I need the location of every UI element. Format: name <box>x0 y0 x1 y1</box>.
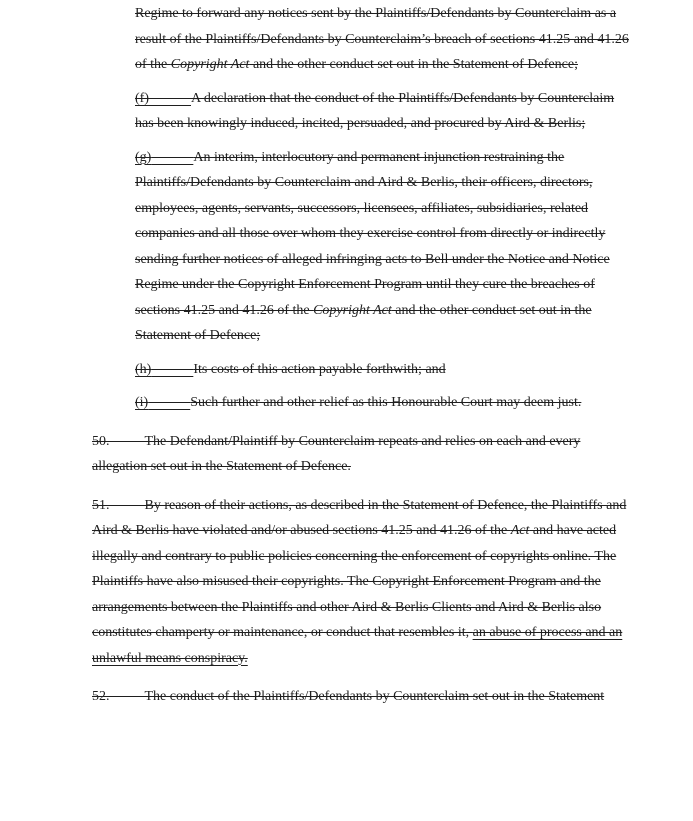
text-segment: A declaration that the conduct of the Plaintiffs/Defendants by Counterclaim has been knowingly induced, incited, persuaded, and procured by Aird & Berlis; <box>135 90 615 131</box>
text-segment: Regime to forward any notices sent by the Plaintiffs/Defendants by Counterclaim as a result of the Plaintiffs/Defendants by Counterclaim’s breach of sections 41.25 and 41.26 of the <box>135 6 629 72</box>
text-segment: The conduct of the Plaintiffs/Defendants by Counterclaim set out in the Statement <box>144 689 605 704</box>
paragraph <box>92 86 632 137</box>
text-segment: An interim, interlocutory and permanent injunction restraining the Plaintiffs/Defendants by Counterclaim and Aird & Berlis, their officers, directors, employees, agents, servants, successors, licensees, affiliates, subsidiaries, related companies and all those over whom they exercise control from directly or indirectly sending further notices of alleged infringing acts to Bell under the Notice and Notice Regime under the Copyright Enforcement Program until they cure the breaches of sections 41.25 and 41.26 of the <box>135 149 610 318</box>
paragraph <box>92 1 632 78</box>
tab-spacer <box>110 434 145 449</box>
text-segment: Copyright Act <box>313 302 392 318</box>
text-segment: By reason of their actions, as described in the Statement of Defence, the Plaintiffs and Aird & Berlis have violated and/or abused sections 41.25 and 41.26 of the <box>92 497 627 538</box>
tab-spacer <box>110 498 145 513</box>
paragraph-label: 50. <box>92 433 110 449</box>
text-segment: The Defendant/Plaintiff by Counterclaim repeats and relies on each and every allegation set out in the Statement of Defence. <box>92 433 581 474</box>
paragraph <box>92 145 632 349</box>
tab-spacer <box>149 91 191 106</box>
tab-spacer <box>148 395 190 410</box>
paragraph-label: (i) <box>135 395 149 410</box>
text-segment: Such further and other relief as this Honourable Court may deem just. <box>190 395 582 410</box>
paragraph-label: (g) <box>135 149 152 165</box>
text-segment: an abuse of process and an unlawful means conspiracy. <box>92 625 623 666</box>
paragraph-label: (h) <box>135 361 152 377</box>
text-segment: Act <box>510 523 530 538</box>
tab-spacer <box>151 362 193 377</box>
paragraph-label: (f) <box>135 90 149 106</box>
paragraph <box>92 357 632 383</box>
paragraph-label: 51. <box>92 497 110 513</box>
text-segment: and have acted illegally and contrary to public policies concerning the enforcement of copyrights online. The Plaintiffs have also misused their copyrights. The Copyright Enforcement Program and the arrangements between the Plaintiffs and other Aird & Berlis Clients and Aird & Berlis also constitutes champerty or maintenance, or conduct that resembles it, <box>92 523 617 640</box>
text-segment: and the other conduct set out in the Statement of Defence; <box>249 57 578 72</box>
paragraph <box>92 493 632 672</box>
paragraph <box>92 429 632 480</box>
text-segment: Its costs of this action payable forthwith; and <box>193 361 446 377</box>
text-segment: Copyright Act <box>170 57 250 72</box>
tab-spacer <box>151 150 193 165</box>
paragraph <box>92 390 632 416</box>
text-segment: and the other conduct set out in the Statement of Defence; <box>135 302 592 343</box>
tab-spacer <box>110 689 145 704</box>
paragraph <box>92 684 632 710</box>
paragraph-label: 52. <box>92 689 110 704</box>
